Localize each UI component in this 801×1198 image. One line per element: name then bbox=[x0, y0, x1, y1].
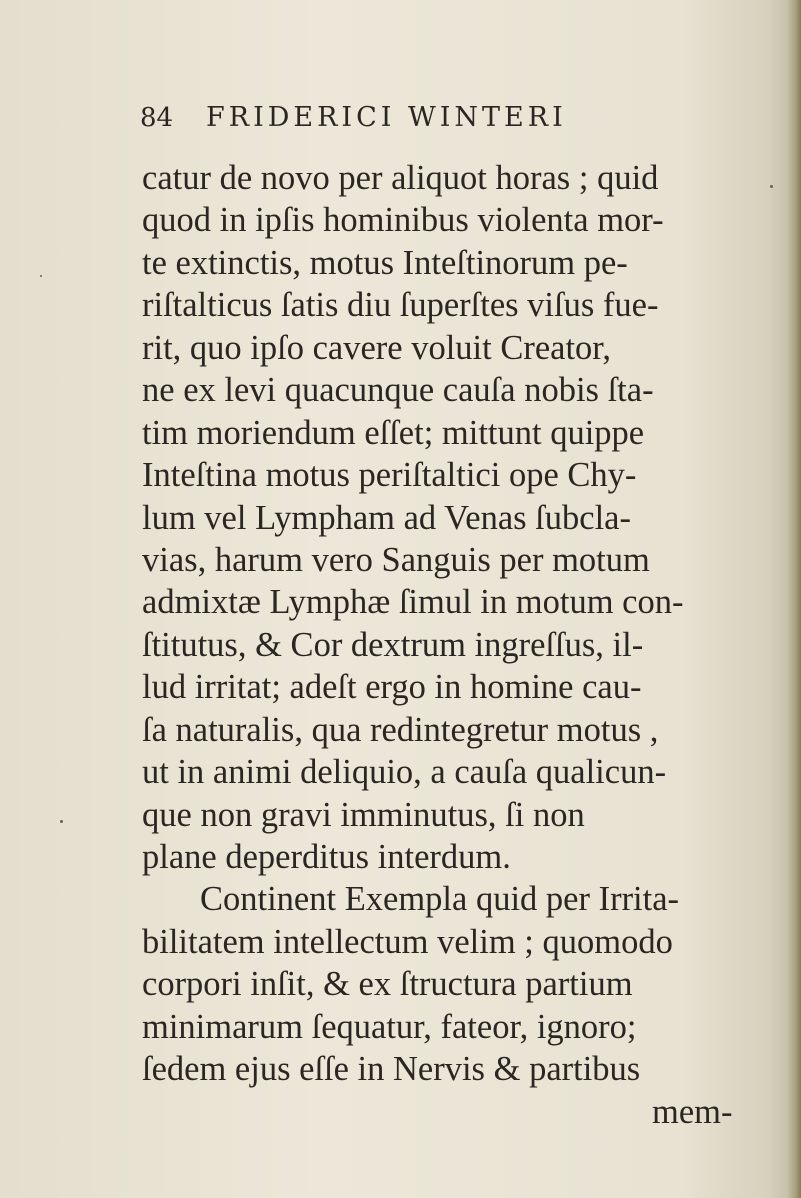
text-line: minimarum ſequatur, fateor, ignoro; bbox=[142, 1007, 637, 1046]
paper-speck bbox=[60, 820, 63, 823]
text-line: tim moriendum eſſet; mittunt quippe bbox=[142, 413, 645, 452]
text-line: corpori inſit, & ex ſtructura partium bbox=[142, 965, 633, 1004]
text-line: ne ex levi quacunque cauſa nobis ſta- bbox=[142, 371, 654, 410]
text-line: te extinctis, motus Inteſtinorum pe- bbox=[142, 243, 628, 282]
text-line: admixtæ Lymphæ ſimul in motum con- bbox=[142, 583, 684, 622]
paper-speck bbox=[770, 185, 773, 188]
text-line: lum vel Lympham ad Venas ſubcla- bbox=[142, 498, 631, 537]
text-line: Inteſtina motus periſtaltici ope Chy- bbox=[142, 456, 637, 495]
body-text bbox=[142, 157, 772, 1133]
text-line: que non gravi imminutus, ſi non bbox=[142, 795, 585, 834]
text-line: plane deperditus interdum. bbox=[142, 838, 511, 876]
text-line: ſtitutus, & Cor dextrum ingreſſus, il- bbox=[142, 625, 644, 664]
text-line: ut in animi deliquio, a cauſa qualicun- bbox=[142, 753, 667, 792]
text-line: bilitatem intellectum velim ; quomodo bbox=[142, 922, 673, 961]
text-line: riſtalticus ſatis diu ſuperſtes viſus fue- bbox=[142, 286, 659, 325]
text-line: lud irritat; adeſt ergo in homine cau- bbox=[142, 668, 642, 707]
page-number: 84 bbox=[140, 103, 174, 133]
text-line: vias, harum vero Sanguis per motum bbox=[142, 540, 650, 579]
running-title: FRIDERICI WINTERI bbox=[206, 102, 567, 133]
catchword: mem- bbox=[652, 1092, 733, 1131]
text-line: ſa naturalis, qua redintegretur motus , bbox=[142, 710, 659, 749]
text-line: ſedem ejus eſſe in Nervis & partibus bbox=[142, 1050, 641, 1089]
paragraph-start-line: Continent Exempla quid per Irrita- bbox=[200, 880, 680, 919]
page-edge-shadow bbox=[787, 0, 801, 1198]
paper-speck bbox=[40, 275, 42, 277]
running-head bbox=[140, 102, 700, 142]
text-line: quod in ipſis hominibus violenta mor- bbox=[142, 201, 664, 240]
text-line: catur de novo per aliquot horas ; quid bbox=[142, 159, 659, 197]
text-line: rit, quo ipſo cavere voluit Creator, bbox=[142, 328, 612, 367]
